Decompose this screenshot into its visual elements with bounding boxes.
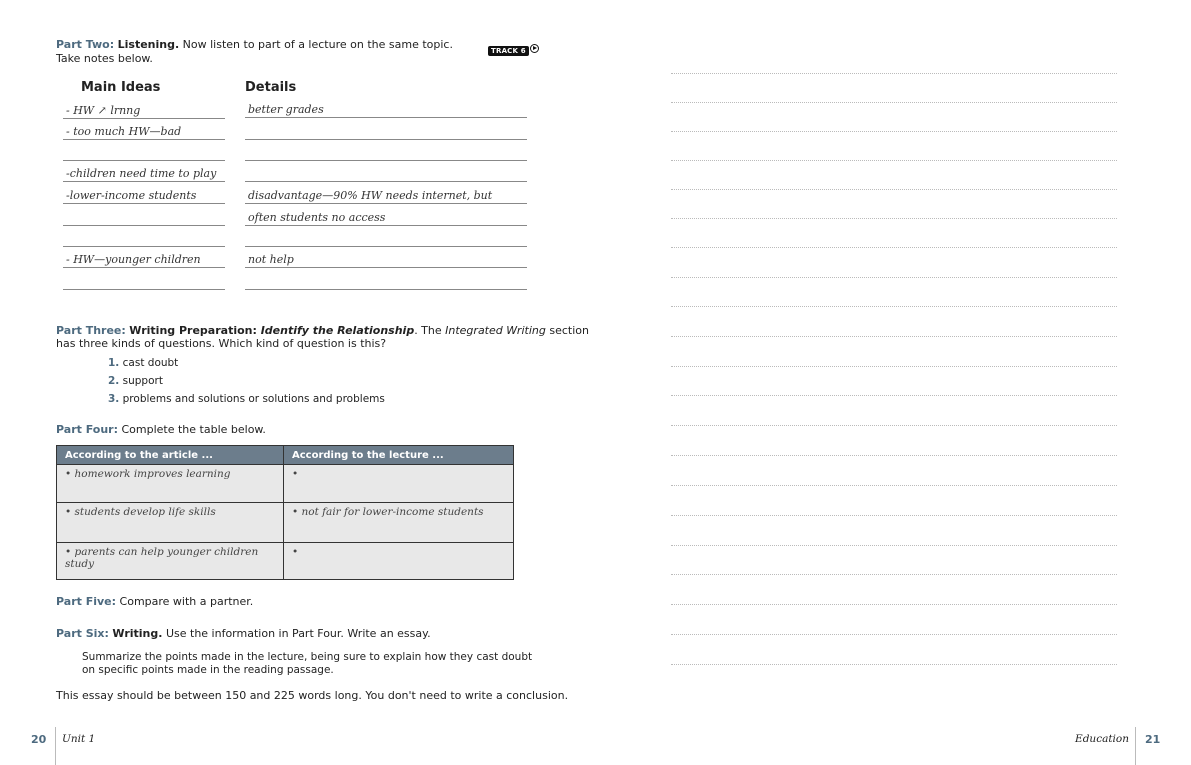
main-idea-line[interactable] — [63, 271, 225, 290]
part-two-title: Listening. — [117, 38, 180, 51]
part-three-heading: Part Three: Writing Preparation: Identify the Relationship. The Integrated Writing section — [56, 324, 589, 337]
detail-line[interactable] — [245, 121, 527, 140]
main-idea-line[interactable] — [63, 207, 225, 226]
writing-line — [671, 336, 1117, 337]
lecture-cell[interactable]: • not fair for lower-income students — [284, 503, 514, 543]
footer-divider-left — [55, 727, 56, 765]
option-list — [108, 357, 385, 411]
unit-label: Unit 1 — [62, 733, 96, 745]
writing-line — [671, 485, 1117, 486]
lecture-cell[interactable]: • — [284, 465, 514, 503]
part-two-instruction: Now listen to part of a lecture on the same topic. — [182, 38, 453, 51]
writing-line — [671, 604, 1117, 605]
part-six-heading: Part Six: Writing. Use the information in Part Four. Write an essay. — [56, 627, 431, 640]
main-idea-line[interactable] — [63, 142, 225, 161]
track-label: TRACK 6 — [488, 46, 529, 56]
writing-line — [671, 73, 1117, 74]
main-ideas-header: Main Ideas — [81, 80, 161, 95]
writing-line — [671, 574, 1117, 575]
table-row — [57, 465, 514, 503]
option-item: 1. cast doubt — [108, 357, 179, 369]
part-six-label: Part Six: — [56, 627, 109, 640]
main-idea-line[interactable]: - HW ↗ lrnng — [63, 100, 225, 119]
table-row — [57, 543, 514, 580]
right-page-number: 21 — [1145, 733, 1161, 746]
option-item: 2. support — [108, 375, 163, 387]
detail-line[interactable]: better grades — [245, 99, 527, 118]
main-idea-line[interactable]: - HW—younger children — [63, 249, 225, 268]
part-four-label: Part Four: — [56, 423, 118, 436]
part-five-label: Part Five: — [56, 595, 117, 608]
left-page-number: 20 — [31, 733, 47, 746]
writing-line — [671, 395, 1117, 396]
main-idea-line[interactable]: -lower-income students — [63, 185, 225, 204]
table-header-row — [57, 446, 514, 465]
main-idea-line[interactable]: - too much HW—bad — [63, 121, 225, 140]
part-five-heading: Part Five: Compare with a partner. — [56, 595, 254, 608]
writing-line — [671, 131, 1117, 132]
essay-length-note: This essay should be between 150 and 225 words long. You don't need to write a conclusion. — [56, 689, 569, 702]
section-label: Education — [1075, 733, 1129, 745]
main-idea-line[interactable] — [63, 228, 225, 247]
writing-line — [671, 455, 1117, 456]
writing-line — [671, 160, 1117, 161]
detail-line[interactable] — [245, 142, 527, 161]
essay-prompt: Summarize the points made in the lecture, being sure to explain how they cast doubt on specific points made in the reading passage. — [82, 651, 533, 676]
footer-divider-right — [1135, 727, 1136, 765]
part-three-label: Part Three: — [56, 324, 126, 337]
writing-line — [671, 277, 1117, 278]
lecture-column-header: According to the lecture ... — [284, 446, 514, 465]
writing-line — [671, 102, 1117, 103]
writing-line — [671, 218, 1117, 219]
part-four-heading: Part Four: Complete the table below. — [56, 423, 266, 436]
table-row — [57, 503, 514, 543]
writing-line — [671, 366, 1117, 367]
lecture-cell[interactable]: • — [284, 543, 514, 580]
detail-line[interactable] — [245, 271, 527, 290]
article-column-header: According to the article ... — [57, 446, 284, 465]
article-cell[interactable]: • parents can help younger children study — [57, 543, 284, 580]
part-two-label: Part Two: — [56, 38, 115, 51]
detail-line[interactable] — [245, 228, 527, 247]
part-two-instruction-2: Take notes below. — [56, 52, 153, 65]
article-cell[interactable]: • homework improves learning — [57, 465, 284, 503]
writing-line — [671, 664, 1117, 665]
writing-line — [671, 515, 1117, 516]
writing-line — [671, 247, 1117, 248]
part-three-line-2: has three kinds of questions. Which kind of question is this? — [56, 337, 387, 350]
option-item: 3. problems and solutions or solutions and problems — [108, 393, 385, 405]
comparison-table — [56, 445, 514, 580]
writing-line — [671, 306, 1117, 307]
writing-line — [671, 634, 1117, 635]
detail-line[interactable]: often students no access — [245, 207, 527, 226]
track-badge[interactable] — [488, 38, 539, 57]
detail-line[interactable] — [245, 163, 527, 182]
writing-line — [671, 425, 1117, 426]
details-header: Details — [245, 80, 297, 95]
article-cell[interactable]: • students develop life skills — [57, 503, 284, 543]
writing-line — [671, 545, 1117, 546]
part-two-heading — [56, 38, 453, 52]
detail-line[interactable]: disadvantage—90% HW needs internet, but — [245, 185, 527, 204]
detail-line[interactable]: not help — [245, 249, 527, 268]
play-icon[interactable] — [530, 44, 539, 53]
main-idea-line[interactable]: -children need time to play — [63, 163, 225, 182]
writing-line — [671, 189, 1117, 190]
